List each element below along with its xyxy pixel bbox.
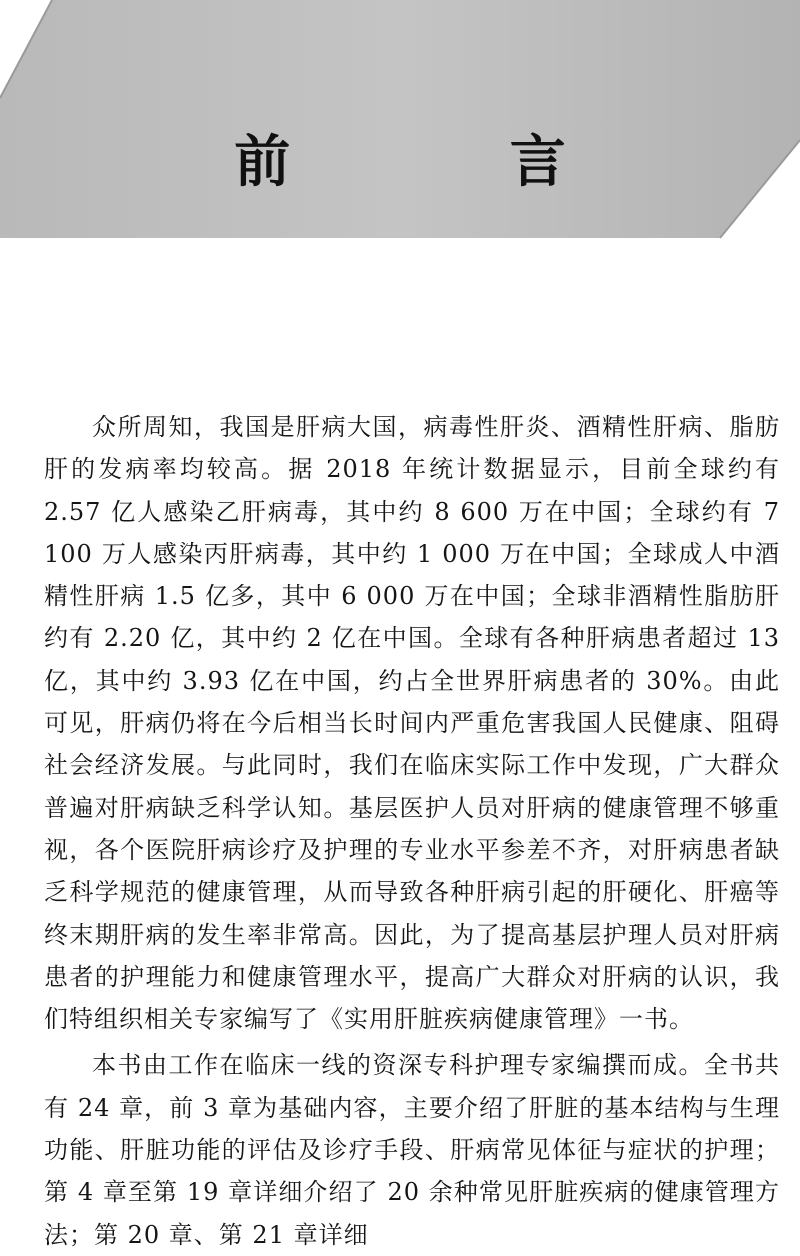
- paragraph-1: 众所周知，我国是肝病大国，病毒性肝炎、酒精性肝病、脂肪肝的发病率均较高。据 2018 年统计数据显示，目前全球约有 2.57 亿人感染乙肝病毒，其中约 8 600 万在中国；全球约有 7 100 万人感染丙肝病毒，其中约 1 000 万在中国；全球成人中酒精性肝病 1.5 亿多，其中 6 000 万在中国；全球非酒精性脂肪肝约有 2.20 亿，其中约 2 亿在中国。全球有各种肝病患者超过 13 亿，其中约 3.93 亿在中国，约占全世界肝病患者的 30%。由此可见，肝病仍将在今后相当长时间内严重危害我国人民健康、阻碍社会经济发展。与此同时，我们在临床实际工作中发现，广大群众普遍对肝病缺乏科学认知。基层医护人员对肝病的健康管理不够重视，各个医院肝病诊疗及护理的专业水平参差不齐，对肝病患者缺乏科学规范的健康管理，从而导致各种肝病引起的肝硬化、肝癌等终末期肝病的发生率非常高。因此，为了提高基层护理人员对肝病患者的护理能力和健康管理水平，提高广大群众对肝病的认识，我们特组织相关专家编写了《实用肝脏疾病健康管理》一书。: [44, 413, 780, 1034]
- paragraph-2: 本书由工作在临床一线的资深专科护理专家编撰而成。全书共有 24 章，前 3 章为基础内容，主要介绍了肝脏的基本结构与生理功能、肝脏功能的评估及诊疗手段、肝病常见体征与症状的护理；第 4 章至第 19 章详细介绍了 20 余种常见肝脏疾病的健康管理方法；第 20 章、第 21 章详细: [44, 1051, 780, 1249]
- page-title: 前 言: [234, 129, 666, 195]
- preface-body: [44, 406, 780, 1256]
